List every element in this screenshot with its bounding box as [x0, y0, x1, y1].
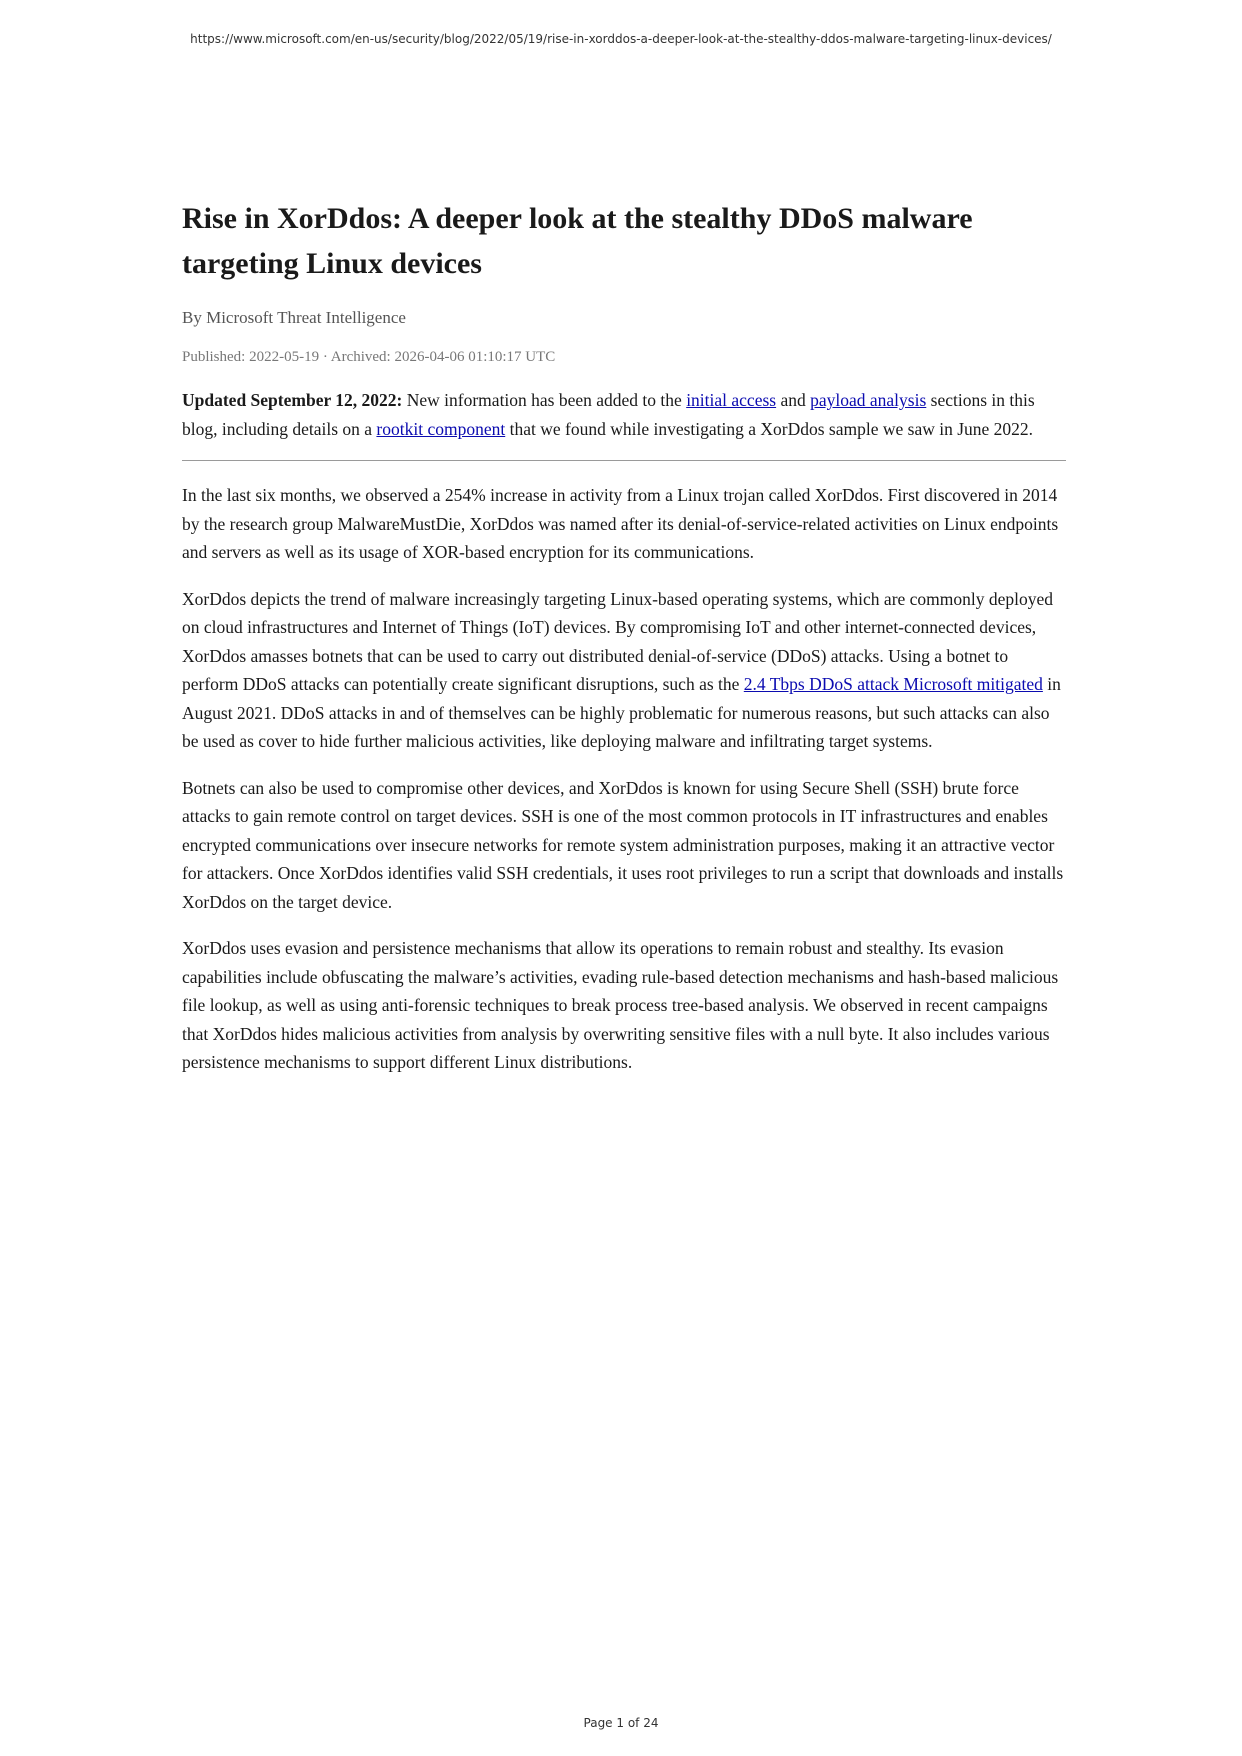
update-text-2: and — [776, 390, 811, 410]
paragraph-2-text-after: in August 2021. DDoS attacks in and of themselves can be highly problematic for numerous reasons, but such attacks can also be used as cover to hide further malicious activities, like deploying malware and infiltrating target systems. — [182, 674, 1061, 751]
paragraph-2 — [182, 585, 1066, 756]
paragraph-2-text-before: XorDdos depicts the trend of malware increasingly targeting Linux-based operating systems, which are commonly deployed on cloud infrastructures and Internet of Things (IoT) devices. By compromising IoT and other internet-connected devices, XorDdos amasses botnets that can be used to carry out distributed denial-of-service (DDoS) attacks. Using a botnet to perform DDoS attacks can potentially create significant disruptions, such as the — [182, 588, 1054, 694]
update-text-1: New information has been added to the — [402, 390, 687, 410]
rootkit-component-link[interactable]: rootkit component — [376, 419, 506, 439]
initial-access-link[interactable]: initial access — [686, 390, 777, 410]
payload-analysis-link[interactable]: payload analysis — [810, 390, 927, 410]
article-byline: By Microsoft Threat Intelligence — [182, 308, 406, 327]
paragraph-1: In the last six months, we observed a 254% increase in activity from a Linux trojan called XorDdos. First discovered in 2014 by the research group MalwareMustDie, XorDdos was named after its denial-of-service-related activities on Linux endpoints and servers as well as its usage of XOR-based encryption for its communications. — [182, 485, 1059, 562]
article-meta: Published: 2022-05-19 · Archived: 2026-04-06 01:10:17 UTC — [182, 349, 556, 365]
page-number-footer: Page 1 of 24 — [583, 1716, 659, 1730]
article — [182, 196, 1066, 1077]
update-text-4: that we found while investigating a XorDdos sample we saw in June 2022. — [505, 419, 1034, 439]
paragraph-4: XorDdos uses evasion and persistence mechanisms that allow its operations to remain robust and stealthy. Its evasion capabilities include obfuscating the malware’s activities, evading rule-based detection mechanisms and hash-based malicious file lookup, as well as using anti-forensic techniques to break process tree-based analysis. We observed in recent campaigns that XorDdos hides malicious activities from analysis by overwriting sensitive files with a null byte. It also includes various persistence mechanisms to support different Linux distributions. — [182, 938, 1059, 1072]
article-title: Rise in XorDdos: A deeper look at the stealthy DDoS malware targeting Linux devices — [182, 202, 973, 280]
update-label: Updated September 12, 2022: — [182, 390, 403, 410]
update-note — [182, 386, 1066, 444]
page-url-header: https://www.microsoft.com/en-us/security/blog/2022/05/19/rise-in-xorddos-a-deeper-look-at-the-stealthy-ddos-malware-targeting-linux-devices/ — [190, 32, 1052, 46]
ddos-attack-mitigated-link[interactable]: 2.4 Tbps DDoS attack Microsoft mitigated — [743, 674, 1043, 694]
update-text-3: sections in this blog, including details on a — [182, 390, 1035, 439]
paragraph-3: Botnets can also be used to compromise other devices, and XorDdos is known for using Secure Shell (SSH) brute force attacks to gain remote control on target devices. SSH is one of the most common protocols in IT infrastructures and enables encrypted communications over insecure networks for remote system administration purposes, making it an attractive vector for attackers. Once XorDdos identifies valid SSH credentials, it uses root privileges to run a script that downloads and installs XorDdos on the target device. — [182, 777, 1064, 912]
section-divider — [182, 460, 1066, 461]
